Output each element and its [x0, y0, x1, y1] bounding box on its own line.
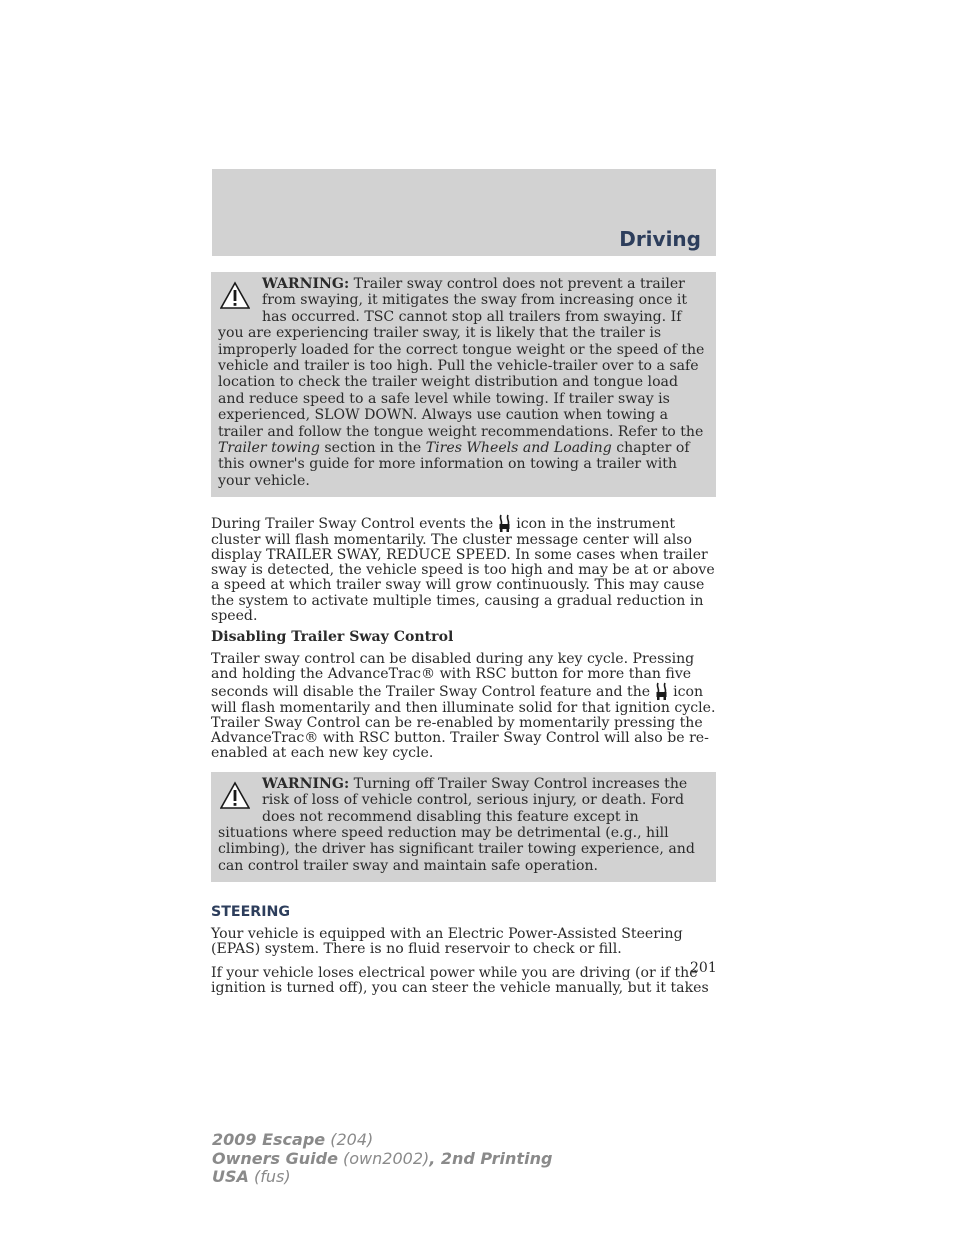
paragraph-text: Trailer sway control can be disabled during any key cycle. Pressing and holding the AdvanceTrac® with RSC button for more than five seconds will disable the Trailer Sway Control feature and the: [211, 650, 695, 701]
paragraph-epas: Your vehicle is equipped with an Electric Power-Assisted Steering (EPAS) system. There is no fluid reservoir to check or fill.: [211, 926, 683, 958]
warning-label: WARNING:: [262, 775, 350, 792]
warning-text: section in the: [324, 440, 422, 457]
paragraph-power-loss: If your vehicle loses electrical power while you are driving (or if the ignition is turned off), you can steer the vehicle manually, but it takes: [211, 964, 709, 997]
paragraph-text: icon will flash momentarily and then illuminate solid for that ignition cycle. Trailer Sway Control can be re-enabled by momentarily pressing the AdvanceTrac® with RSC button. Trailer Sway Control will also be re-enabled at each new key cycle.: [211, 684, 716, 762]
paragraph-text: icon in the instrument cluster will flash momentarily. The cluster message center will also display TRAILER SWAY, REDUCE SPEED. In some cases when trailer sway is detected, the vehicle speed is too high and may be at or above a speed at which trailer sway will grow continuously. This may cause the system to activate multiple times, causing a gradual reduction in speed.: [211, 516, 715, 625]
warning-text: Turning off Trailer Sway Control increases the risk of loss of vehicle control, serious injury, or death. Ford does not recommend disabling this feature except in situations where speed reduction may be detrimental (e.g., hill climbing), the driver has significant trailer towing experience, and can control trailer sway and maintain safe operation.: [218, 775, 695, 874]
warning-triangle-icon: [220, 781, 250, 811]
page-number: 201: [690, 960, 717, 976]
warning-text: Trailer sway control does not prevent a trailer from swaying, it mitigates the sway from increasing once it has occurred. TSC cannot stop all trailers from swaying. If you are experiencing trailer sway, it is likely that the trailer is improperly loaded for the correct tongue weight or the speed of the vehicle and trailer is too high. Pull the vehicle-trailer over to a safe location to check the trailer weight distribution and tongue load and reduce speed to a safe level while towing. If trailer sway is experienced, SLOW DOWN. Always use caution when towing a trailer and follow the tongue weight recommendations. Refer to the: [218, 276, 705, 440]
paragraph-tsc-events: [211, 514, 716, 624]
subheading-disabling-tsc: Disabling Trailer Sway Control: [211, 629, 454, 646]
document-footer: [212, 1131, 552, 1187]
footer-printing: , 2nd Printing: [429, 1148, 553, 1168]
footer-line-guide: [212, 1150, 552, 1169]
page-content: [211, 272, 716, 996]
footer-model: 2009 Escape: [212, 1130, 326, 1149]
warning-box-tsc: [211, 272, 716, 497]
section-heading-steering: STEERING: [211, 904, 291, 921]
chapter-title: Driving: [619, 227, 701, 251]
footer-market: USA: [212, 1167, 249, 1186]
warning-box-disable-tsc: [211, 772, 716, 882]
footer-guide-code: (own2002): [343, 1148, 430, 1168]
trailer-sway-icon: [497, 514, 512, 532]
chapter-header: [212, 169, 716, 256]
paragraph-text: During Trailer Sway Control events the: [211, 516, 494, 533]
footer-market-code: (fus): [254, 1167, 291, 1186]
warning-triangle-icon: [220, 281, 250, 311]
footer-guide: Owners Guide: [212, 1148, 338, 1168]
warning-text: chapter of this owner's guide for more information on towing a trailer with your vehicle.: [218, 440, 690, 489]
warning-ref-tires-chapter: Tires Wheels and Loading: [425, 440, 612, 457]
warning-label: WARNING:: [262, 276, 350, 292]
footer-line-market: [212, 1168, 552, 1187]
warning-ref-trailer-towing: Trailer towing: [218, 440, 320, 457]
footer-line-model: [212, 1131, 552, 1150]
trailer-sway-icon: [654, 682, 669, 700]
paragraph-disabling-tsc: [211, 652, 716, 762]
footer-model-code: (204): [330, 1130, 374, 1149]
